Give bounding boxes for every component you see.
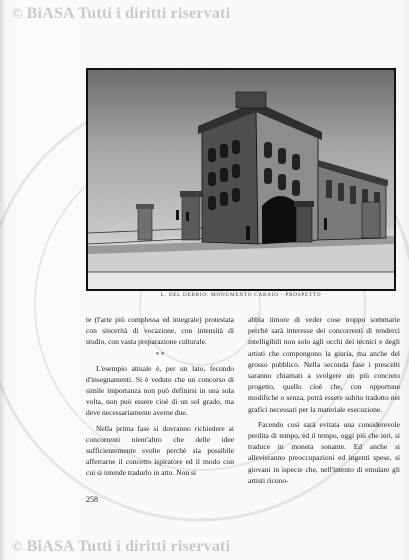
copyright-icon: ©	[12, 540, 23, 555]
watermark-text: BiASA Tutti i diritti riservati	[26, 5, 231, 22]
watermark-text: BiASA Tutti i diritti riservati	[26, 538, 231, 555]
page-number: 258	[86, 495, 98, 504]
monument-engraving	[86, 68, 396, 291]
text-column-right	[248, 314, 400, 486]
paragraph: Nella prima fase si dovranno richiedere ai concorrenti nient'altro che delle idee sufficientemente svolte perchè sia possibile afferrarne il concetto ispiratore ed il modo con cui si intende tradurlo in atto. Non si	[86, 423, 234, 478]
copyright-watermark-top	[12, 5, 230, 23]
paragraph: L'esempio attuale è, per un lato, fecondo d'insegnamenti. Si è veduto che un concorso di simile importanza non può definirsi in una sola volta, non può essere cioè di un sol grado, ma deve necessariamente averne due.	[86, 363, 234, 418]
figure-caption: L. DEL DEBBIO: MONUMENTO CABAIO - PROSPETTO	[160, 292, 322, 298]
text-column-left	[86, 314, 234, 479]
paragraph: te (l'arte più complessa ed integrale) protestata con sincerità di vocazione, con intensità di studio, con vasta preparazione culturale.	[86, 315, 234, 347]
section-break: * *	[155, 350, 165, 359]
copyright-icon: ©	[12, 7, 23, 22]
copyright-watermark-bottom	[12, 538, 230, 556]
monument-illustration	[86, 68, 396, 291]
paragraph: Facendo così sarà evitata una considerevole perdita di tempo, ed il tempo, oggi più che ieri, si traduce in moneta sonante. Ed anche si allevieranno preoccupazioni ed ingenti spese, si giovani in ispecie che, nell'intento di emulare gli artisti ricono-	[248, 419, 400, 485]
paragraph: abbia timore di veder cose troppo sommarie perchè sarà interesse dei concorrenti di renderci intelligibili non solo agli occhi dei tecnici e degli artisti che compongono la giuria, ma anche del grosso pubblico. Nella seconda fase i prescelti saranno chiamati a svolgere un più concreto progetto, quello cioè che, con opportune modifiche o senza, potrà essere subito tradotto nei grafici necessari per la materiale esecuzione.	[248, 315, 400, 414]
